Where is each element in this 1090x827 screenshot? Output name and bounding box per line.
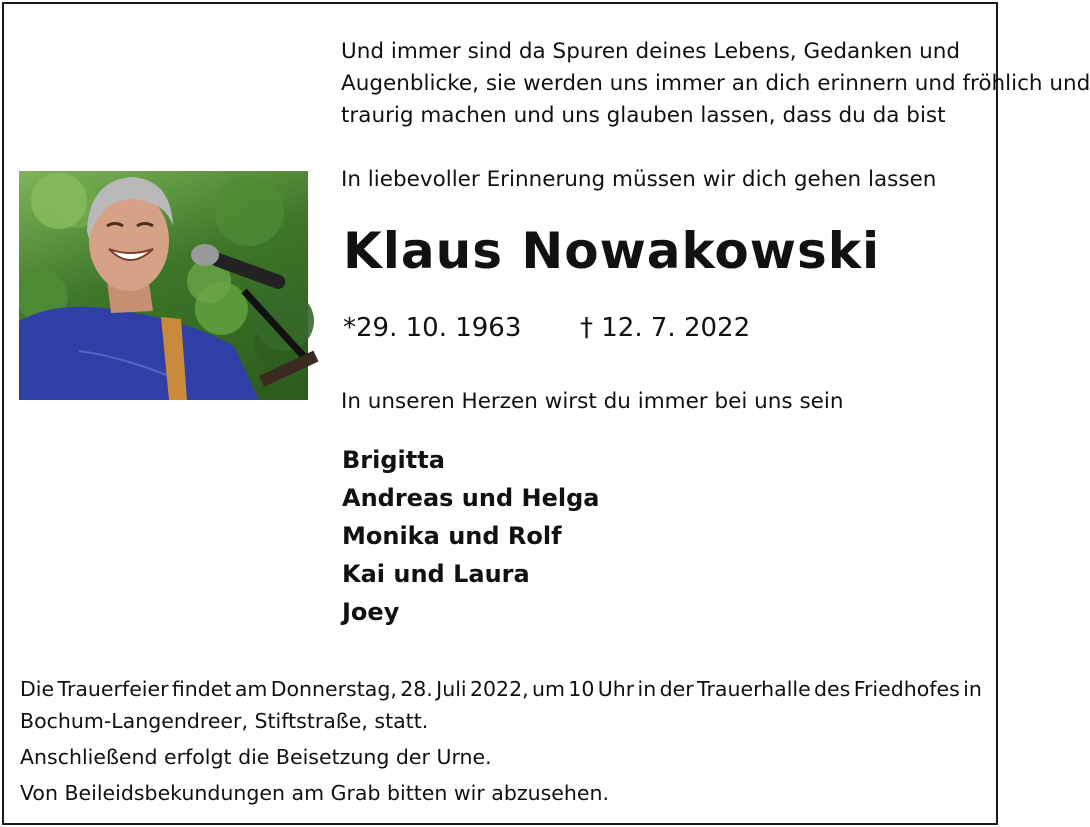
deceased-name: Klaus Nowakowski xyxy=(343,222,881,280)
funeral-notice-word: in xyxy=(637,677,657,701)
funeral-notice-word: in xyxy=(963,677,982,701)
death-date: † 12. 7. 2022 xyxy=(580,313,751,343)
funeral-notice-word: 28. xyxy=(400,677,433,701)
birth-date: *29. 10. 1963 xyxy=(343,313,522,343)
intro-text: In liebevoller Erinnerung müssen wir dich gehen lassen xyxy=(341,167,937,192)
funeral-notice-word: am xyxy=(234,677,268,701)
funeral-notice-word: Trauerhalle xyxy=(696,677,811,701)
funeral-notice-word: 10 xyxy=(568,677,595,701)
family-member: Kai und Laura xyxy=(342,560,530,588)
funeral-notice xyxy=(20,673,982,809)
funeral-notice-line: Anschließend erfolgt die Beisetzung der Urne. xyxy=(20,745,492,769)
portrait-photo xyxy=(19,171,308,400)
funeral-notice-word: Die xyxy=(20,677,55,701)
funeral-notice-word: Uhr xyxy=(597,677,635,701)
funeral-notice-line xyxy=(20,673,982,705)
family-member: Monika und Rolf xyxy=(342,522,562,550)
funeral-notice-word: Donnerstag, xyxy=(270,677,397,701)
funeral-notice-word: findet xyxy=(171,677,232,701)
portrait-photo-icon xyxy=(19,171,308,400)
memorial-line: In unseren Herzen wirst du immer bei uns sein xyxy=(341,389,844,414)
funeral-notice-word: Trauerfeier xyxy=(57,677,169,701)
funeral-notice-word: um xyxy=(531,677,565,701)
family-member: Brigitta xyxy=(342,446,445,474)
poem xyxy=(341,36,1090,132)
funeral-notice-line: Von Beileidsbekundungen am Grab bitten wir abzusehen. xyxy=(20,781,610,805)
poem-line: traurig machen und uns glauben lassen, dass du da bist xyxy=(341,103,946,128)
family-list xyxy=(342,441,599,631)
family-member: Andreas und Helga xyxy=(342,484,600,512)
poem-line: Augenblicke, sie werden uns immer an dich erinnern und fröhlich und xyxy=(341,71,1090,96)
funeral-notice-word: 2022, xyxy=(469,677,529,701)
poem-line: Und immer sind da Spuren deines Lebens, Gedanken und xyxy=(341,39,961,64)
funeral-notice-word: Friedhofes xyxy=(853,677,960,701)
funeral-notice-word: des xyxy=(814,677,851,701)
family-member: Joey xyxy=(342,598,400,626)
funeral-notice-word: der xyxy=(659,677,694,701)
funeral-notice-word: Juli xyxy=(436,677,467,701)
funeral-notice-line: Bochum-Langendreer, Stiftstraße, statt. xyxy=(20,709,429,733)
